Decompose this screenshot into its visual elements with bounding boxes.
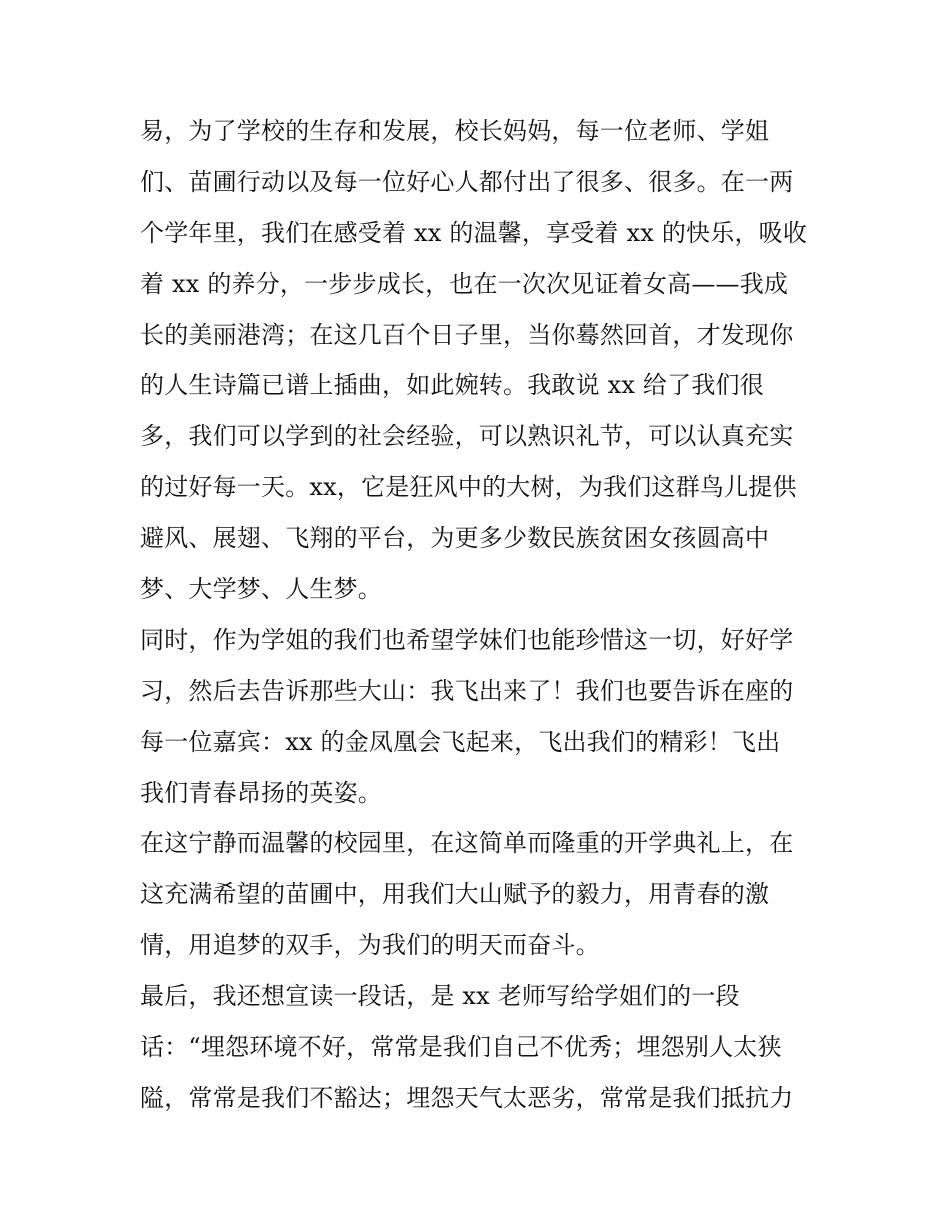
- text-line: 习，然后去告诉那些大山：我飞出来了！我们也要告诉在座的: [140, 676, 794, 705]
- text-line: 这充满希望的苗圃中，用我们大山赋予的毅力，用青春的激: [140, 880, 770, 909]
- text-line: 同时，作为学姐的我们也希望学妹们也能珍惜这一切，好好学: [140, 625, 794, 654]
- text-line: 长的美丽港湾；在这几百个日子里，当你蓦然回首，才发现你: [140, 320, 794, 349]
- text-line: 隘，常常是我们不豁达；埋怨天气太恶劣，常常是我们抵抗力: [140, 1083, 794, 1112]
- text-line: 最后，我还想宣读一段话，是 xx 老师写给学姐们的一段: [140, 982, 740, 1011]
- text-line: 每一位嘉宾：xx 的金凤凰会飞起来，飞出我们的精彩！飞出: [140, 727, 781, 756]
- text-line: 话：“埋怨环境不好，常常是我们自己不优秀；埋怨别人太狭: [140, 1033, 782, 1062]
- text-line: 的人生诗篇已谱上插曲，如此婉转。我敢说 xx 给了我们很: [140, 371, 764, 400]
- text-line: 我们青春昂扬的英姿。: [140, 778, 382, 807]
- text-line: 多，我们可以学到的社会经验，可以熟识礼节，可以认真充实: [140, 422, 794, 451]
- text-line: 的过好每一天。xx，它是狂风中的大树，为我们这群鸟儿提供: [140, 473, 797, 502]
- text-line: 情，用追梦的双手，为我们的明天而奋斗。: [140, 931, 600, 960]
- text-line: 们、苗圃行动以及每一位好心人都付出了很多、很多。在一两: [140, 167, 794, 196]
- text-line: 在这宁静而温馨的校园里，在这简单而隆重的开学典礼上，在: [140, 829, 794, 858]
- text-line: 个学年里，我们在感受着 xx 的温馨，享受着 xx 的快乐，吸收: [140, 218, 808, 247]
- text-line: 易，为了学校的生存和发展，校长妈妈，每一位老师、学姐: [140, 117, 770, 145]
- text-line: 着 xx 的养分，一步步成长，也在一次次见证着女高——我成: [140, 269, 789, 298]
- text-line: 梦、大学梦、人生梦。: [140, 575, 382, 604]
- text-line: 避风、展翅、飞翔的平台，为更多少数民族贫困女孩圆高中: [140, 524, 770, 553]
- document-body: [140, 106, 820, 1124]
